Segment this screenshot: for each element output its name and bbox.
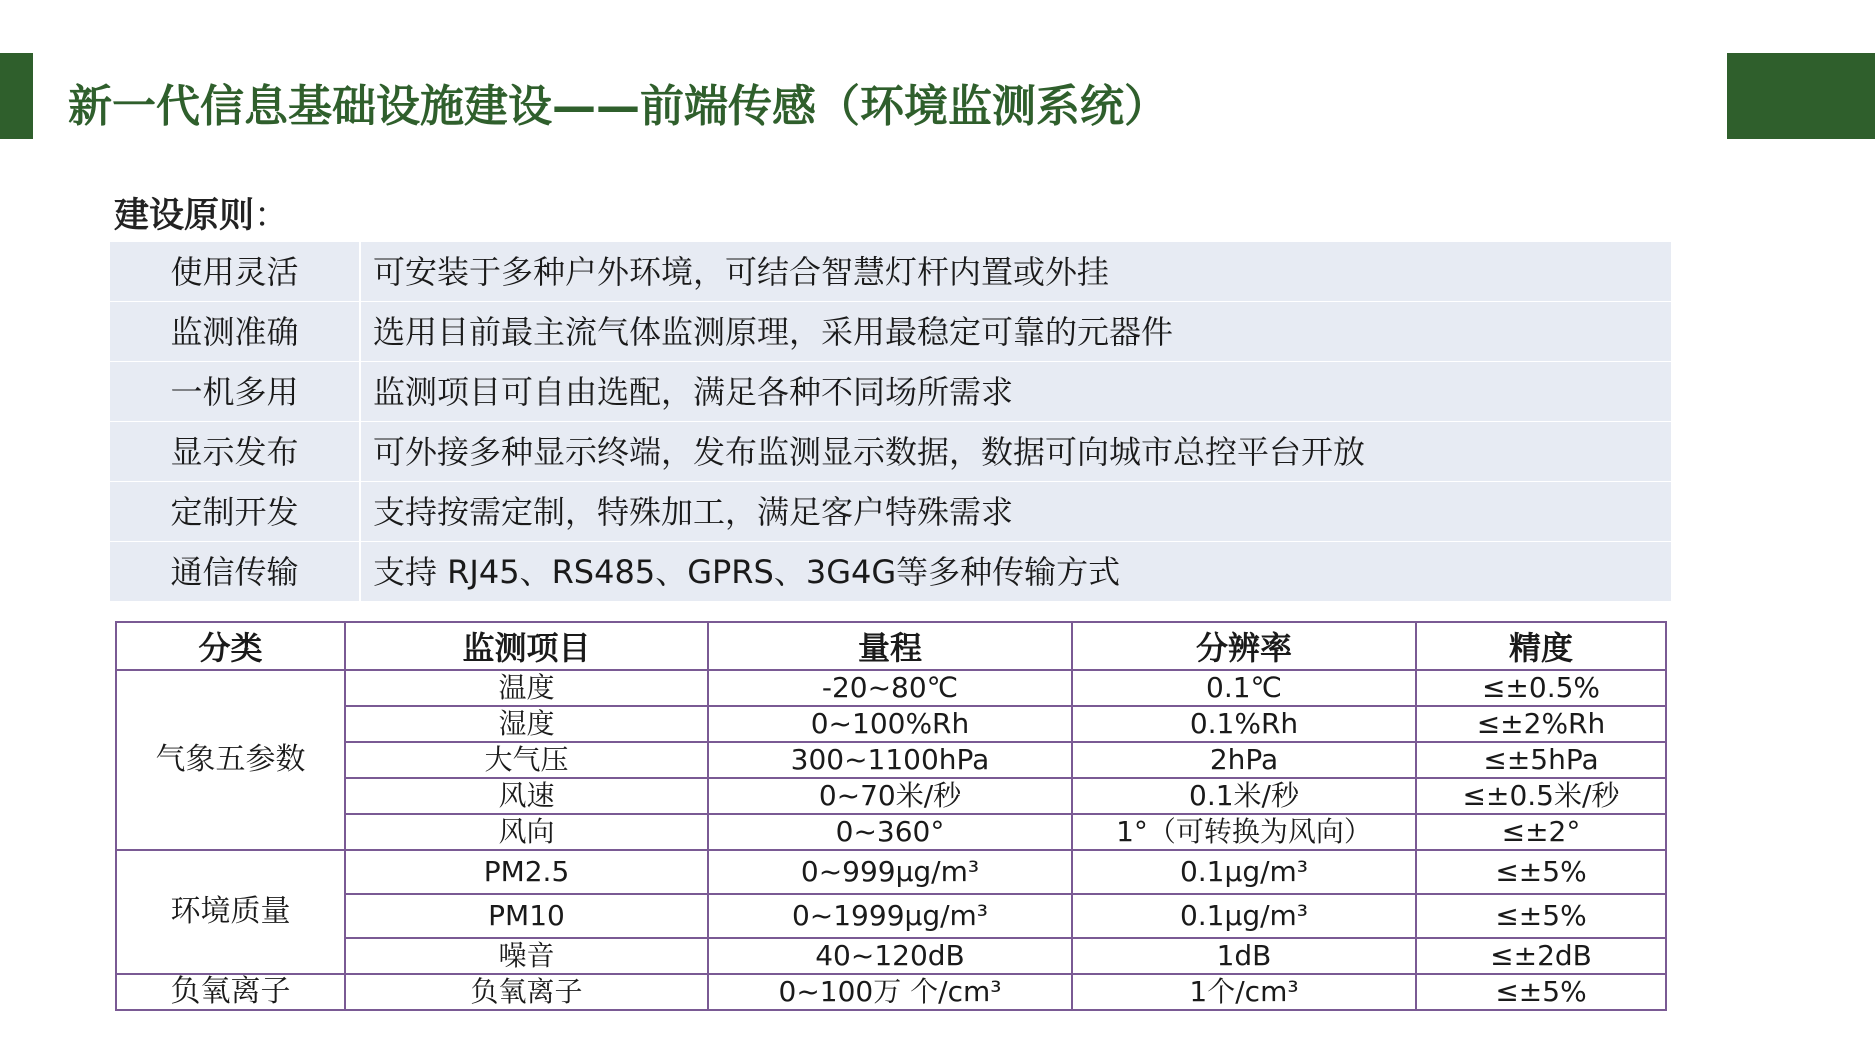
principle-name: 一机多用 — [110, 362, 361, 421]
header-accuracy: 精度 — [1416, 622, 1666, 670]
item-cell: PM2.5 — [345, 850, 708, 894]
header-resolution: 分辨率 — [1072, 622, 1416, 670]
header-range: 量程 — [708, 622, 1072, 670]
principle-desc: 选用目前最主流气体监测原理，采用最稳定可靠的元器件 — [373, 313, 1174, 351]
left-accent-bar — [0, 53, 33, 139]
accuracy-cell: ≤±0.5% — [1416, 670, 1666, 706]
table-row — [116, 850, 1666, 894]
category-cell: 气象五参数 — [116, 670, 345, 850]
table-row — [116, 706, 1666, 742]
resolution-cell: 0.1μg/m³ — [1072, 894, 1416, 938]
table-row — [116, 670, 1666, 706]
resolution-cell: 0.1℃ — [1072, 670, 1416, 706]
item-cell: 负氧离子 — [345, 974, 708, 1010]
range-cell: 0~1999μg/m³ — [708, 894, 1072, 938]
principle-name: 通信传输 — [110, 542, 361, 601]
table-row — [116, 778, 1666, 814]
principle-name: 定制开发 — [110, 482, 361, 541]
principle-name: 显示发布 — [110, 422, 361, 481]
range-cell: -20~80℃ — [708, 670, 1072, 706]
principle-desc: 监测项目可自由选配，满足各种不同场所需求 — [373, 373, 1014, 411]
table-row — [116, 974, 1666, 1010]
principle-name: 使用灵活 — [110, 242, 361, 301]
item-cell: 噪音 — [345, 938, 708, 974]
range-cell: 0~70米/秒 — [708, 778, 1072, 814]
accuracy-cell: ≤±2dB — [1416, 938, 1666, 974]
accuracy-cell: ≤±2° — [1416, 814, 1666, 850]
item-cell: 温度 — [345, 670, 708, 706]
resolution-cell: 2hPa — [1072, 742, 1416, 778]
item-cell: 大气压 — [345, 742, 708, 778]
principle-name: 监测准确 — [110, 302, 361, 361]
principle-desc: 支持按需定制，特殊加工，满足客户特殊需求 — [373, 493, 1014, 531]
principle-row — [110, 542, 1671, 602]
resolution-cell: 1个/cm³ — [1072, 974, 1416, 1010]
accuracy-cell: ≤±5hPa — [1416, 742, 1666, 778]
table-row — [116, 894, 1666, 938]
range-cell: 300~1100hPa — [708, 742, 1072, 778]
header-category: 分类 — [116, 622, 345, 670]
range-cell: 0~100万 个/cm³ — [708, 974, 1072, 1010]
principle-desc: 可安装于多种户外环境，可结合智慧灯杆内置或外挂 — [373, 253, 1110, 291]
range-cell: 0~999μg/m³ — [708, 850, 1072, 894]
principle-row — [110, 362, 1671, 422]
table-row — [116, 814, 1666, 850]
resolution-cell: 0.1米/秒 — [1072, 778, 1416, 814]
item-cell: 风速 — [345, 778, 708, 814]
accuracy-cell: ≤±2%Rh — [1416, 706, 1666, 742]
range-cell: 0~100%Rh — [708, 706, 1072, 742]
item-cell: 湿度 — [345, 706, 708, 742]
right-accent-bar — [1727, 53, 1875, 139]
resolution-cell: 1dB — [1072, 938, 1416, 974]
item-cell: 风向 — [345, 814, 708, 850]
accuracy-cell: ≤±5% — [1416, 850, 1666, 894]
principle-row — [110, 482, 1671, 542]
principle-row — [110, 242, 1671, 302]
range-cell: 40~120dB — [708, 938, 1072, 974]
principle-desc: 可外接多种显示终端，发布监测显示数据，数据可向城市总控平台开放 — [373, 433, 1366, 471]
resolution-cell: 0.1%Rh — [1072, 706, 1416, 742]
section-heading-text: 建设原则 — [114, 196, 255, 236]
category-cell: 环境质量 — [116, 850, 345, 974]
principles-list — [110, 242, 1671, 602]
principle-row — [110, 422, 1671, 482]
resolution-cell: 0.1μg/m³ — [1072, 850, 1416, 894]
table-row — [116, 742, 1666, 778]
header-item: 监测项目 — [345, 622, 708, 670]
spec-table — [115, 621, 1667, 1011]
accuracy-cell: ≤±0.5米/秒 — [1416, 778, 1666, 814]
accuracy-cell: ≤±5% — [1416, 974, 1666, 1010]
principle-row — [110, 302, 1671, 362]
section-heading-colon: ： — [254, 196, 290, 236]
item-cell: PM10 — [345, 894, 708, 938]
range-cell: 0~360° — [708, 814, 1072, 850]
category-cell: 负氧离子 — [116, 974, 345, 1010]
section-heading — [114, 188, 289, 238]
principle-desc: 支持 RJ45、RS485、GPRS、3G4G等多种传输方式 — [373, 553, 1121, 591]
accuracy-cell: ≤±5% — [1416, 894, 1666, 938]
slide-title: 新一代信息基础设施建设——前端传感（环境监测系统） — [68, 81, 1168, 132]
table-header-row — [116, 622, 1666, 670]
resolution-cell: 1°（可转换为风向） — [1072, 814, 1416, 850]
table-row — [116, 938, 1666, 974]
